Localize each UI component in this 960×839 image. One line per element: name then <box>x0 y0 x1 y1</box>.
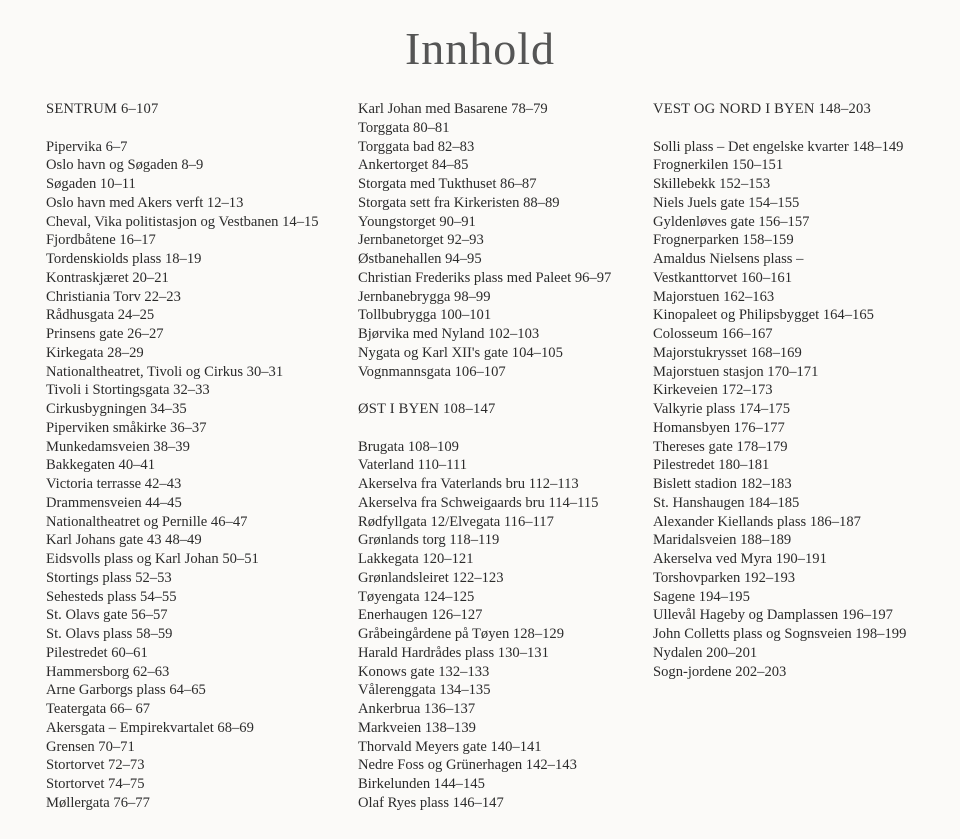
toc-entry: Majorstuen 162–163 <box>653 288 775 305</box>
toc-entry: Jernbanetorget 92–93 <box>358 232 484 249</box>
toc-entry: Vestkanttorvet 160–161 <box>653 269 793 286</box>
toc-entry: Storgata sett fra Kirkeristen 88–89 <box>358 194 560 211</box>
toc-entry: Stortorvet 72–73 <box>46 757 145 774</box>
toc-entry: Kinopaleet og Philipsbygget 164–165 <box>653 307 874 324</box>
section-entries-ost <box>358 438 611 813</box>
toc-entry: Ankerbrua 136–137 <box>358 701 476 717</box>
toc-entry: Tordenskiolds plass 18–19 <box>46 251 202 267</box>
toc-entry: Ullevål Hageby og Damplassen 196–197 <box>653 607 893 624</box>
toc-entry: Enerhaugen 126–127 <box>358 607 483 624</box>
page-title: Innhold <box>404 23 556 74</box>
toc-entry: Valkyrie plass 174–175 <box>653 401 791 417</box>
section-heading-ost: ØST I BYEN 108–147 <box>358 401 496 417</box>
toc-entry: Brugata 108–109 <box>358 438 459 455</box>
toc-entry: Piperviken småkirke 36–37 <box>46 419 207 436</box>
toc-column-1 <box>46 100 319 813</box>
toc-entry: Grønlandsleiret 122–123 <box>358 569 504 586</box>
toc-entry: Tivoli i Stortingsgata 32–33 <box>46 382 210 399</box>
toc-entry: Rødfyllgata 12/Elvegata 116–117 <box>358 513 554 530</box>
toc-entry: Eidsvolls plass og Karl Johan 50–51 <box>46 551 259 567</box>
toc-entry: Søgaden 10–11 <box>46 176 136 192</box>
toc-entry: St. Olavs gate 56–57 <box>46 607 168 624</box>
toc-entry: Harald Hardrådes plass 130–131 <box>358 644 549 661</box>
toc-entry: Jernbanebrygga 98–99 <box>358 288 491 305</box>
toc-entry: Teatergata 66– 67 <box>46 701 151 717</box>
toc-column-3 <box>653 100 906 681</box>
toc-entry: Hammersborg 62–63 <box>46 663 170 680</box>
toc-entry: Cirkusbygningen 34–35 <box>46 401 187 417</box>
section-heading-sentrum: SENTRUM 6–107 <box>46 101 159 117</box>
toc-entry: Grønlands torg 118–119 <box>358 532 500 549</box>
toc-entry: Skillebekk 152–153 <box>653 176 771 192</box>
toc-entry: Fjordbåtene 16–17 <box>46 232 156 249</box>
toc-entry: Rådhusgata 24–25 <box>46 307 155 324</box>
toc-entry: Niels Juels gate 154–155 <box>653 194 800 211</box>
toc-entry: Karl Johans gate 43 48–49 <box>46 532 202 549</box>
toc-entry: Karl Johan med Basarene 78–79 <box>358 101 548 117</box>
section-entries-vest-nord <box>653 138 906 682</box>
toc-entry: Oslo havn med Akers verft 12–13 <box>46 194 244 211</box>
toc-entry: Kirkegata 28–29 <box>46 344 144 361</box>
toc-entry: Thorvald Meyers gate 140–141 <box>358 738 542 755</box>
toc-entry: Gråbeingårdene på Tøyen 128–129 <box>358 626 565 642</box>
section-entries-sentrum <box>46 138 319 813</box>
toc-entry: Konows gate 132–133 <box>358 663 490 680</box>
toc-entry: St. Olavs plass 58–59 <box>46 626 173 642</box>
toc-entry: Torshovparken 192–193 <box>653 569 796 586</box>
toc-entry: Vognmannsgata 106–107 <box>358 363 506 380</box>
toc-entry: Solli plass – Det engelske kvarter 148–149 <box>653 138 904 155</box>
toc-entry: Amaldus Nielsens plass – <box>653 251 804 267</box>
toc-entry: Akerselva fra Schweigaards bru 114–115 <box>358 494 599 511</box>
toc-entry: Storgata med Tukthuset 86–87 <box>358 176 537 192</box>
toc-entry: Akersgata – Empirekvartalet 68–69 <box>46 719 254 736</box>
toc-entry: Pipervika 6–7 <box>46 138 128 155</box>
toc-entry: Akerselva ved Myra 190–191 <box>653 551 827 567</box>
toc-entry: Tollbubrygga 100–101 <box>358 307 492 324</box>
toc-entry: Bakkegaten 40–41 <box>46 457 156 474</box>
toc-entry: Munkedamsveien 38–39 <box>46 438 190 455</box>
toc-entry: Akerselva fra Vaterlands bru 112–113 <box>358 476 579 492</box>
toc-entry: Oslo havn og Søgaden 8–9 <box>46 157 204 174</box>
toc-entry: Alexander Kiellands plass 186–187 <box>653 513 861 530</box>
toc-entry: Møllergata 76–77 <box>46 794 150 811</box>
toc-entry: Sagene 194–195 <box>653 588 750 605</box>
toc-entry: Majorstukrysset 168–169 <box>653 344 802 361</box>
toc-entry: Bislett stadion 182–183 <box>653 476 792 492</box>
toc-entry: Youngstorget 90–91 <box>358 213 476 230</box>
toc-entry: Nydalen 200–201 <box>653 644 758 661</box>
toc-entry: Lakkegata 120–121 <box>358 551 474 567</box>
section-heading-vest-nord: VEST OG NORD I BYEN 148–203 <box>653 101 871 117</box>
toc-entry: Colosseum 166–167 <box>653 326 773 342</box>
section-entries-sentrum-continued <box>358 100 611 381</box>
toc-entry: Victoria terrasse 42–43 <box>46 476 182 492</box>
toc-entry: Vaterland 110–111 <box>358 457 468 474</box>
toc-entry: Østbanehallen 94–95 <box>358 251 482 267</box>
toc-entry: Sehesteds plass 54–55 <box>46 588 177 605</box>
toc-entry: St. Hanshaugen 184–185 <box>653 494 800 511</box>
toc-entry: Maridalsveien 188–189 <box>653 532 792 549</box>
toc-entry: Grensen 70–71 <box>46 738 135 755</box>
toc-entry: Tøyengata 124–125 <box>358 588 475 605</box>
toc-entry: John Colletts plass og Sognsveien 198–199 <box>653 626 907 642</box>
toc-entry: Sogn-jordene 202–203 <box>653 663 787 680</box>
toc-entry: Bjørvika med Nyland 102–103 <box>358 326 540 342</box>
toc-entry: Olaf Ryes plass 146–147 <box>358 794 504 811</box>
toc-entry: Torggata 80–81 <box>358 119 450 136</box>
toc-entry: Thereses gate 178–179 <box>653 438 788 455</box>
toc-entry: Stortings plass 52–53 <box>46 569 172 586</box>
toc-entry: Nationaltheatret, Tivoli og Cirkus 30–31 <box>46 363 284 380</box>
toc-entry: Markveien 138–139 <box>358 719 476 736</box>
toc-entry: Pilestredet 60–61 <box>46 644 148 661</box>
toc-entry: Majorstuen stasjon 170–171 <box>653 363 819 380</box>
toc-entry: Kirkeveien 172–173 <box>653 382 773 399</box>
toc-entry: Nedre Foss og Grünerhagen 142–143 <box>358 757 577 774</box>
toc-entry: Nationaltheatret og Pernille 46–47 <box>46 513 248 530</box>
toc-entry: Pilestredet 180–181 <box>653 457 770 474</box>
toc-entry: Stortorvet 74–75 <box>46 776 145 792</box>
toc-entry: Torggata bad 82–83 <box>358 138 475 155</box>
toc-entry: Prinsens gate 26–27 <box>46 326 164 342</box>
toc-entry: Drammensveien 44–45 <box>46 494 182 511</box>
toc-entry: Frognerparken 158–159 <box>653 232 794 249</box>
toc-entry: Gyldenløves gate 156–157 <box>653 213 810 230</box>
toc-entry: Homansbyen 176–177 <box>653 419 785 436</box>
toc-entry: Christiania Torv 22–23 <box>46 288 181 305</box>
toc-entry: Christian Frederiks plass med Paleet 96–97 <box>358 269 612 286</box>
toc-entry: Vålerenggata 134–135 <box>358 682 491 699</box>
toc-entry: Cheval, Vika politistasjon og Vestbanen 14–15 <box>46 213 319 230</box>
toc-entry: Nygata og Karl XII's gate 104–105 <box>358 344 563 361</box>
toc-entry: Arne Garborgs plass 64–65 <box>46 682 206 699</box>
toc-entry: Kontraskjæret 20–21 <box>46 269 169 286</box>
toc-entry: Ankertorget 84–85 <box>358 157 469 174</box>
toc-column-2 <box>358 100 611 813</box>
toc-entry: Frognerkilen 150–151 <box>653 157 784 174</box>
toc-entry: Birkelunden 144–145 <box>358 776 485 792</box>
